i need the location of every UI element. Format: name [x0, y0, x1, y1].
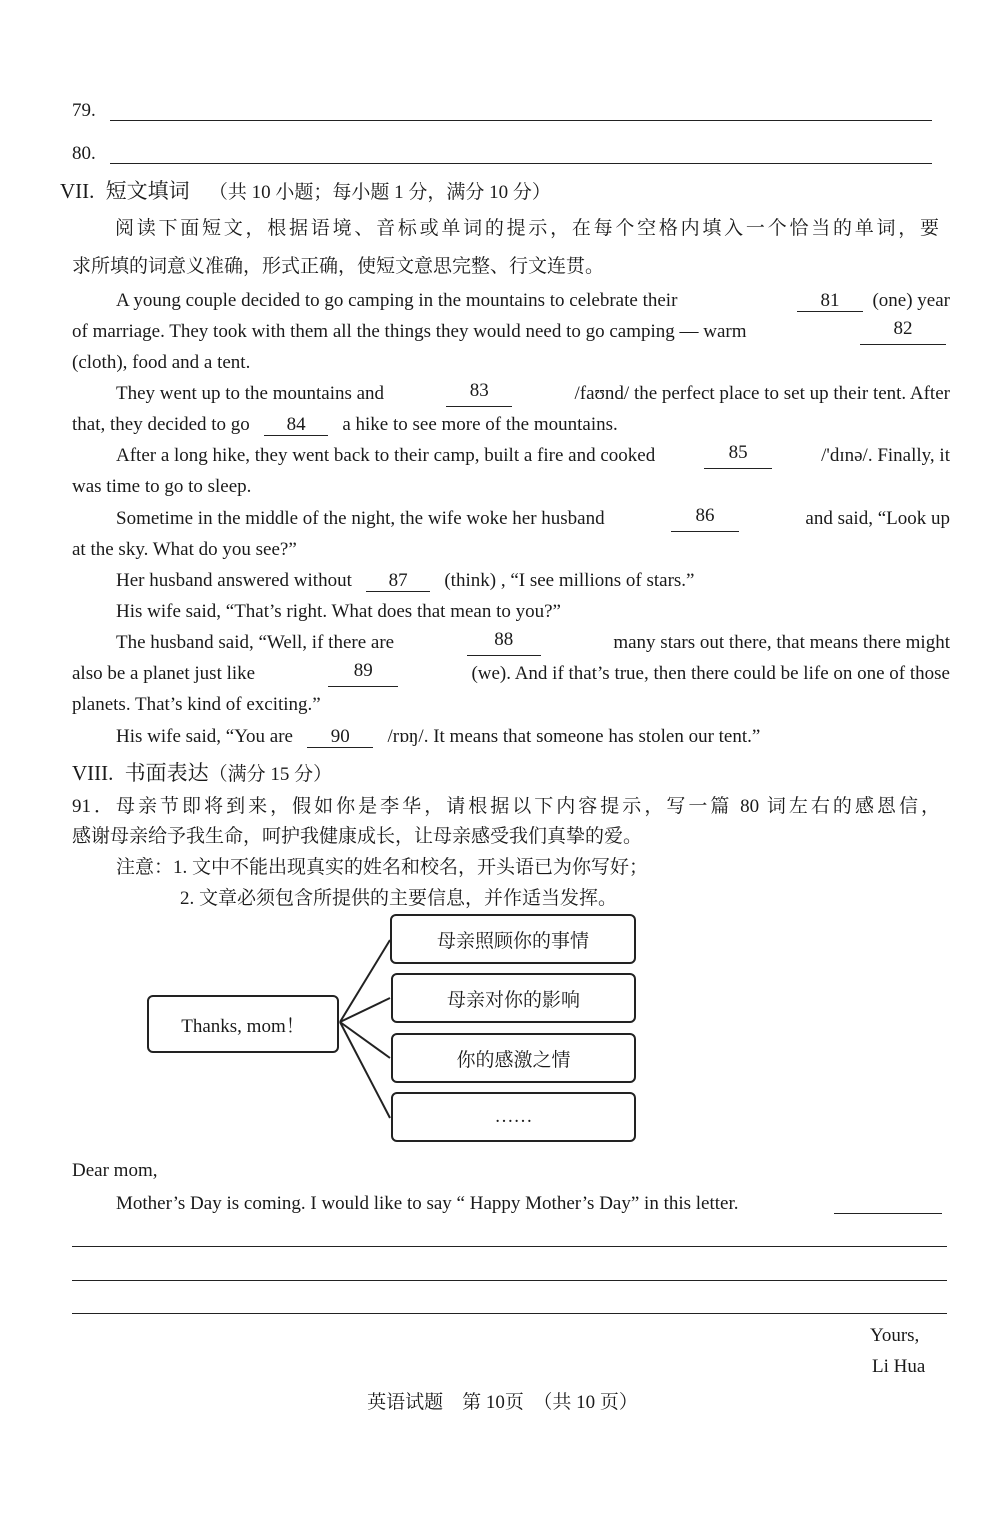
instruction-line-2: 求所填的词意义准确，形式正确，使短文意思完整、行文连贯。	[72, 256, 605, 277]
passage-text: Sometime in the middle of the night, the wife woke her husband	[116, 508, 605, 529]
passage-text: many stars out there, that means there might	[613, 632, 950, 653]
passage-text: After a long hike, they went back to their camp, built a fire and cooked	[116, 445, 656, 466]
letter-signature: Li Hua	[872, 1356, 926, 1377]
blank-82[interactable]: 82	[860, 319, 946, 345]
writing-line[interactable]	[72, 1280, 947, 1281]
blank-84[interactable]: 84	[264, 415, 328, 436]
answer-line-80-label: 80.	[72, 143, 96, 164]
letter-greeting: Dear mom,	[72, 1160, 158, 1181]
blank-88[interactable]: 88	[467, 630, 541, 656]
passage-text: of marriage. They took with them all the things they would need to go camping — warm	[72, 321, 747, 342]
passage-text: (we). And if that’s true, then there could be life on one of those	[471, 663, 950, 684]
blank-85[interactable]: 85	[704, 443, 772, 469]
mind-map-branch-care: 母亲照顾你的事情	[390, 914, 636, 964]
blank-87[interactable]: 87	[366, 571, 430, 592]
passage-text: Her husband answered without	[116, 570, 352, 591]
passage-text: also be a planet just like	[72, 663, 256, 684]
passage-text: and said, “Look up	[805, 508, 950, 529]
passage-text: that, they decided to go	[72, 414, 250, 435]
writing-line[interactable]	[72, 1246, 947, 1247]
section-title: 书面表达	[124, 761, 209, 785]
passage-line: was time to go to sleep.	[72, 476, 252, 497]
mind-map-branch-gratitude: 你的感激之情	[391, 1033, 636, 1083]
question-91-line-2: 感谢母亲给予我生命，呵护我健康成长，让母亲感受我们真挚的爱。	[72, 826, 643, 847]
passage-text: The husband said, “Well, if there are	[116, 632, 395, 653]
section-number: VIII.	[72, 761, 114, 785]
passage-line: at the sky. What do you see?”	[72, 539, 297, 560]
question-91-line-1: 91．母亲节即将到来，假如你是李华，请根据以下内容提示，写一篇 80 词左右的感恩信，	[72, 796, 940, 817]
passage-line: (cloth), food and a tent.	[72, 352, 251, 373]
section-note: （共 10 小题；每小题 1 分，满分 10 分）	[208, 182, 551, 203]
mind-map-branch-more: ……	[391, 1092, 636, 1142]
letter-opening: Mother’s Day is coming. I would like to say “ Happy Mother’s Day” in this letter.	[116, 1193, 739, 1214]
passage-text: (think) , “I see millions of stars.”	[444, 570, 695, 591]
blank-83[interactable]: 83	[446, 381, 512, 407]
letter-closing: Yours,	[870, 1325, 920, 1346]
section-note: （满分 15 分）	[208, 764, 333, 785]
passage-text: They went up to the mountains and	[116, 383, 385, 404]
note-line-2: 2. 文章必须包含所提供的主要信息，并作适当发挥。	[180, 888, 618, 909]
passage-text: /rɒŋ/. It means that someone has stolen our tent.”	[387, 726, 761, 747]
blank-86[interactable]: 86	[671, 506, 739, 532]
instruction-line-1: 阅读下面短文，根据语境、音标或单词的提示，在每个空格内填入一个恰当的单词，要	[115, 218, 939, 239]
section-number: VII.	[60, 179, 95, 203]
blank-81[interactable]: 81	[797, 291, 863, 312]
passage-text: (one) year	[872, 290, 950, 311]
passage-line: planets. That’s kind of exciting.”	[72, 694, 321, 715]
passage-text: His wife said, “You are	[116, 726, 293, 747]
passage-text: A young couple decided to go camping in the mountains to celebrate their	[116, 290, 678, 311]
passage-text: a hike to see more of the mountains.	[342, 414, 618, 435]
passage-line: His wife said, “That’s right. What does that mean to you?”	[116, 601, 561, 622]
passage-text: /'dɪnə/. Finally, it	[821, 445, 950, 466]
note-line-1: 注意：1. 文中不能出现真实的姓名和校名，开头语已为你写好；	[116, 857, 649, 878]
writing-line[interactable]	[72, 1313, 947, 1314]
page-footer: 英语试题 第 10页 （共 10 页）	[367, 1392, 638, 1413]
section-title: 短文填词	[105, 179, 190, 203]
blank-90[interactable]: 90	[307, 727, 373, 748]
answer-line-79-label: 79.	[72, 100, 96, 121]
passage-text: /faʊnd/ the perfect place to set up their tent. After	[574, 383, 950, 404]
writing-line[interactable]	[834, 1213, 942, 1214]
mind-map-branch-influence: 母亲对你的影响	[391, 973, 636, 1023]
blank-89[interactable]: 89	[328, 661, 398, 687]
mind-map-center: Thanks, mom！	[147, 995, 339, 1053]
